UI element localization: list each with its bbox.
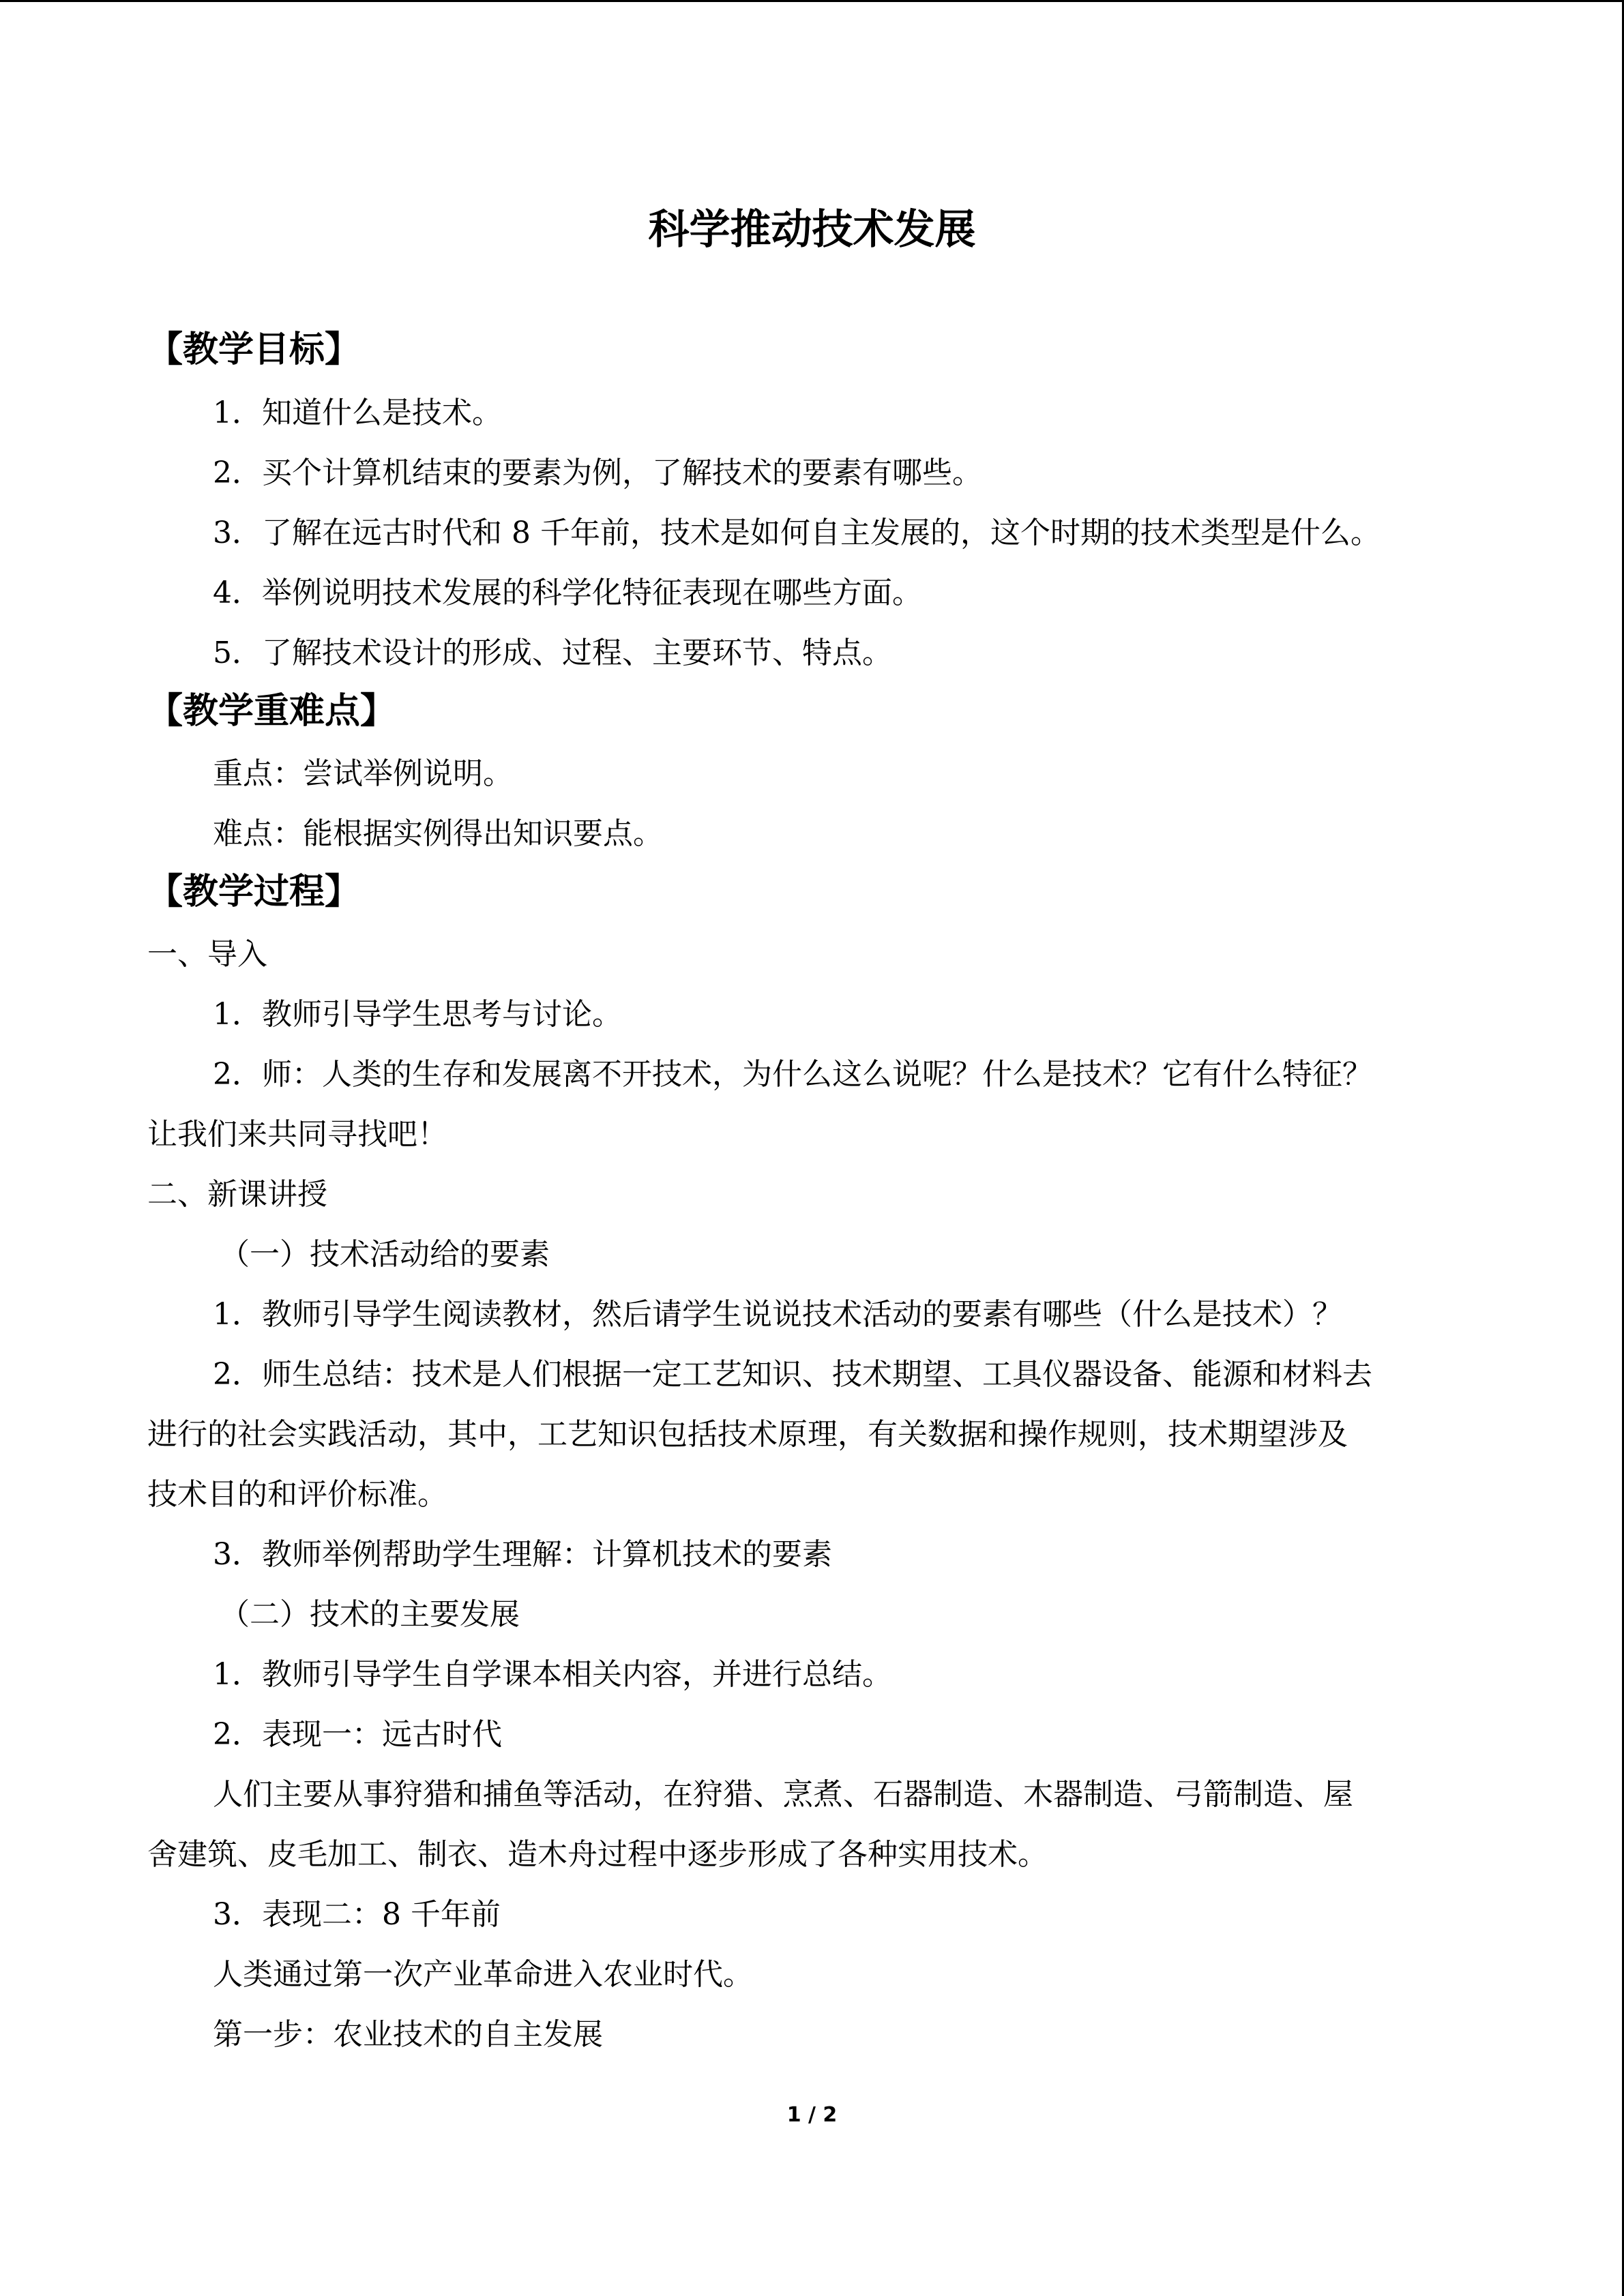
objective-item-1: 1．知道什么是技术。 [213,396,502,430]
part2-item-1: 1．教师引导学生自学课本相关内容，并进行总结。 [213,1657,892,1692]
key-point-focus: 重点：尝试举例说明。 [213,756,513,791]
part2-title: （二）技术的主要发展 [220,1597,520,1632]
part1-item-2-line-1: 2．师生总结：技术是人们根据一定工艺知识、技术期望、工具仪器设备、能源和材料去 [213,1357,1372,1392]
part1-item-3: 3．教师举例帮助学生理解：计算机技术的要素 [213,1537,832,1572]
document-title: 科学推动技术发展 [648,206,976,254]
intro-title: 一、导入 [147,937,267,972]
part1-item-1: 1．教师引导学生阅读教材，然后请学生说说技术活动的要素有哪些（什么是技术）？ [213,1297,1342,1332]
part2-item-3-step-1: 第一步：农业技术的自主发展 [213,2017,603,2052]
new-lesson-title: 二、新课讲授 [147,1177,327,1212]
part1-title: （一）技术活动给的要素 [220,1237,550,1272]
objective-item-2: 2．买个计算机结束的要素为例，了解技术的要素有哪些。 [213,456,982,490]
objective-item-5: 5．了解技术设计的形成、过程、主要环节、特点。 [213,636,892,670]
objective-item-3: 3．了解在远古时代和 8 千年前，技术是如何自主发展的，这个时期的技术类型是什么。 [213,516,1381,550]
part1-item-2-line-2: 进行的社会实践活动，其中，工艺知识包括技术原理，有关数据和操作规则，技术期望涉及 [147,1417,1348,1452]
key-points-heading: 【教学重难点】 [147,691,396,732]
objective-item-4: 4．举例说明技术发展的科学化特征表现在哪些方面。 [213,576,922,610]
part2-item-2-desc-line-1: 人们主要从事狩猎和捕鱼等活动，在狩猎、烹煮、石器制造、木器制造、弓箭制造、屋 [213,1777,1353,1812]
part2-item-2-desc-line-2: 舍建筑、皮毛加工、制衣、造木舟过程中逐步形成了各种实用技术。 [147,1837,1048,1872]
intro-item-2-line-1: 2．师：人类的生存和发展离不开技术，为什么这么说呢？什么是技术？它有什么特征？ [213,1057,1372,1092]
objectives-heading: 【教学目标】 [147,329,361,370]
page-number: 1 / 2 [786,2103,838,2127]
part1-item-2-line-3: 技术目的和评价标准。 [147,1477,447,1512]
intro-item-2-line-2: 让我们来共同寻找吧！ [147,1117,447,1152]
part2-item-3-desc: 人类通过第一次产业革命进入农业时代。 [213,1957,753,1992]
intro-item-1: 1．教师引导学生思考与讨论。 [213,997,622,1032]
part2-item-2: 2．表现一：远古时代 [213,1717,502,1752]
part2-item-3: 3．表现二：8 千年前 [213,1897,501,1932]
key-point-difficulty: 难点：能根据实例得出知识要点。 [213,816,663,851]
process-heading: 【教学过程】 [147,871,361,912]
